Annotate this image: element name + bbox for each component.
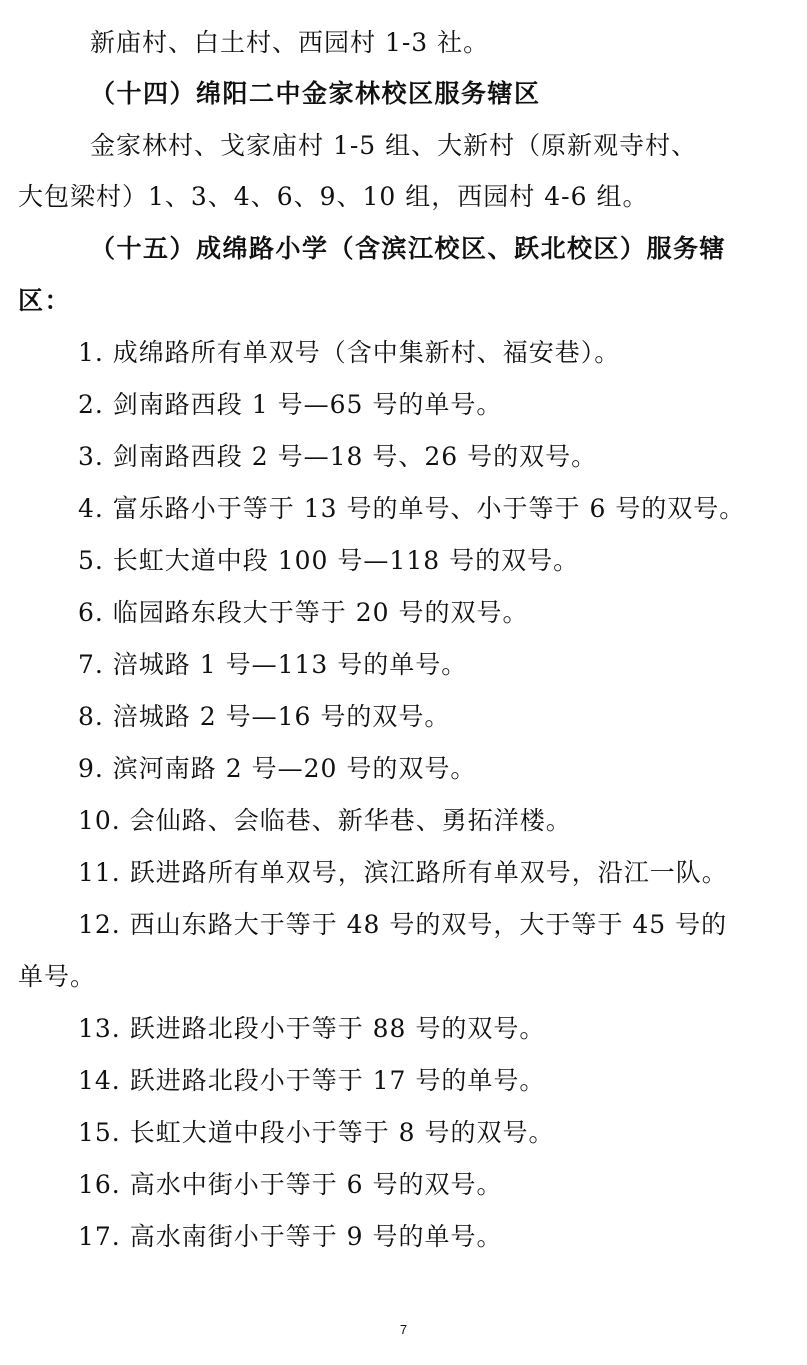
paragraph-line: 金家林村、戈家庙村 1-5 组、大新村（原新观寺村、 <box>90 131 698 160</box>
list-item: 9. 滨河南路 2 号—20 号的双号。 <box>78 754 477 783</box>
list-item: 6. 临园路东段大于等于 20 号的双号。 <box>78 598 529 627</box>
list-item: 7. 涪城路 1 号—113 号的单号。 <box>78 650 468 679</box>
list-item: 12. 西山东路大于等于 48 号的双号，大于等于 45 号的 <box>78 910 728 939</box>
list-item: 4. 富乐路小于等于 13 号的单号、小于等于 6 号的双号。 <box>78 494 746 523</box>
list-item: 16. 高水中街小于等于 6 号的双号。 <box>78 1170 503 1199</box>
list-item: 2. 剑南路西段 1 号—65 号的单号。 <box>78 390 503 419</box>
list-item-continued: 单号。 <box>18 962 97 991</box>
list-item: 3. 剑南路西段 2 号—18 号、26 号的双号。 <box>78 442 598 471</box>
list-item: 14. 跃进路北段小于等于 17 号的单号。 <box>78 1066 546 1095</box>
list-item: 11. 跃进路所有单双号，滨江路所有单双号，沿江一队。 <box>78 858 728 887</box>
list-item: 15. 长虹大道中段小于等于 8 号的双号。 <box>78 1118 555 1147</box>
list-item: 17. 高水南街小于等于 9 号的单号。 <box>78 1222 503 1251</box>
list-item: 10. 会仙路、会临巷、新华巷、勇拓洋楼。 <box>78 806 572 835</box>
list-item: 5. 长虹大道中段 100 号—118 号的双号。 <box>78 546 580 575</box>
page-number: 7 <box>399 1322 408 1337</box>
paragraph-line: 新庙村、白土村、西园村 1-3 社。 <box>90 28 490 57</box>
paragraph-line: 大包梁村）1、3、4、6、9、10 组，西园村 4-6 组。 <box>18 182 649 211</box>
list-item: 8. 涪城路 2 号—16 号的双号。 <box>78 702 451 731</box>
section-heading-15-continued: 区： <box>18 286 72 315</box>
list-item: 1. 成绵路所有单双号（含中集新村、福安巷）。 <box>78 338 621 367</box>
section-heading-15: （十五）成绵路小学（含滨江校区、跃北校区）服务辖 <box>90 234 727 263</box>
list-item: 13. 跃进路北段小于等于 88 号的双号。 <box>78 1014 546 1043</box>
section-heading-14: （十四）绵阳二中金家林校区服务辖区 <box>90 79 541 108</box>
